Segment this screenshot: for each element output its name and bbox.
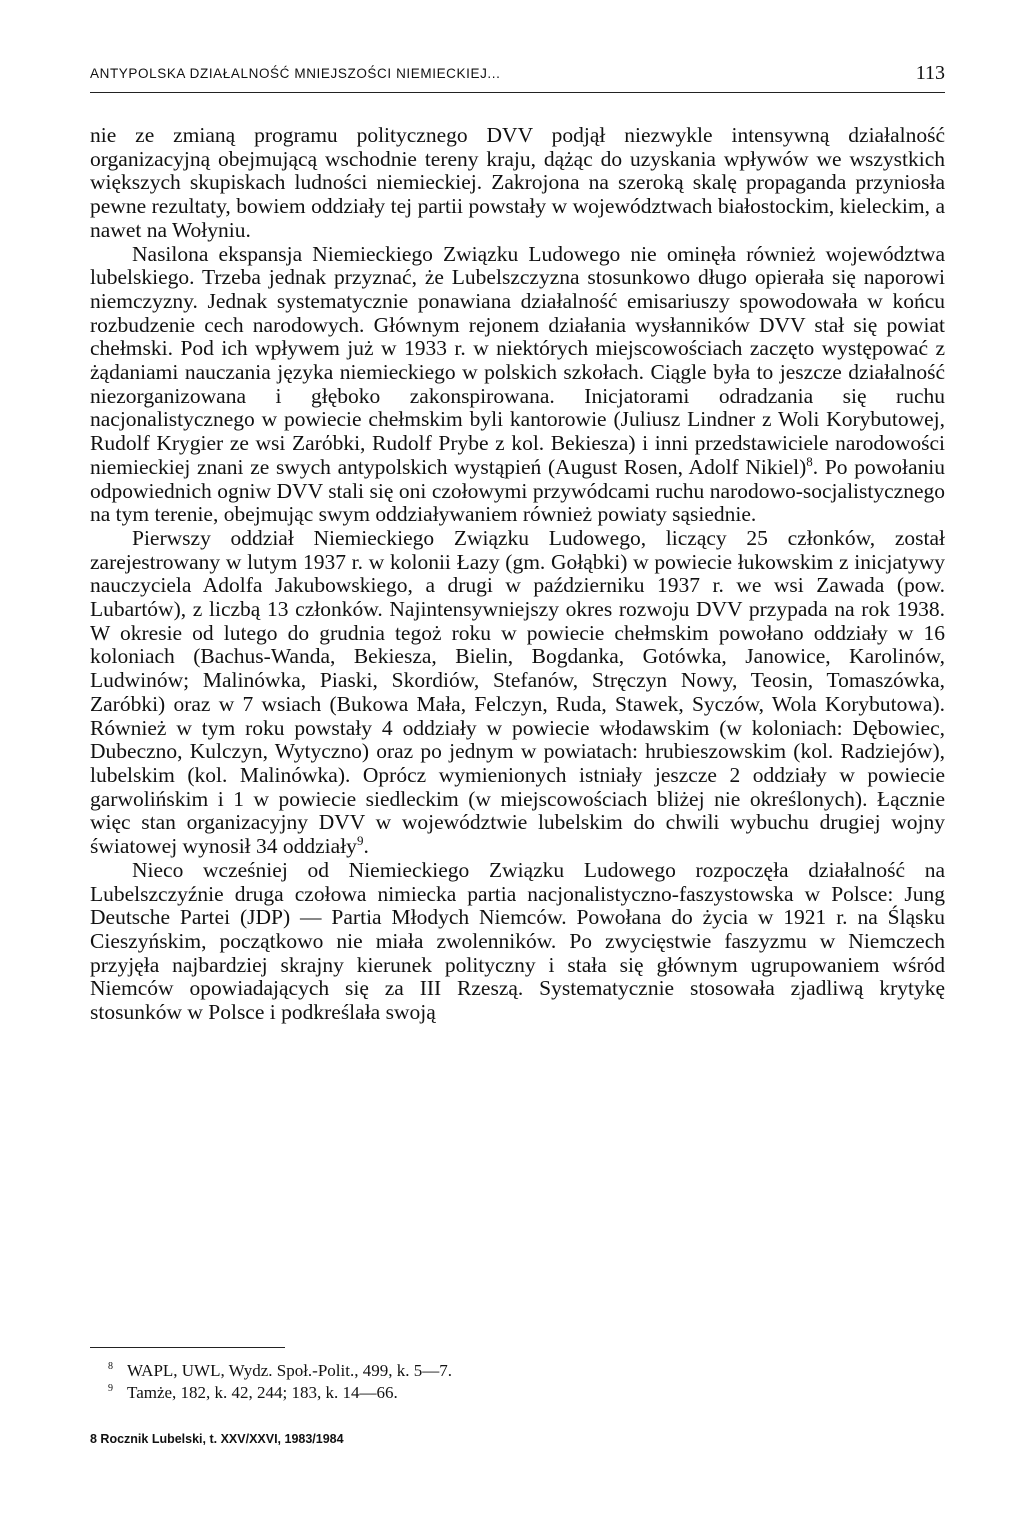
paragraph-4: Nieco wcześniej od Niemieckiego Związku Ludowego rozpoczęła działalność na Lubelszczyźnie druga czołowa nimiecka partia nacjonalistyczno-faszystowska w Polsce: Jung Deutsche Partei (JDP) — Partia Młodych Niemców. Powołana do życia w 1921 r. na Śląsku Cieszyńskim, początkowo nie miała zwolenników. Po zwycięstwie faszyzmu w Niemczech przyjęła najbardziej skrajny kierunek polityczny i stała się głównym ugrupowaniem wśród Niemców opowiadających się za III Rzeszą. Systematycznie stosowała zjadliwą krytykę stosunków w Polsce i podkreślała swoją [90, 857, 945, 1025]
footnote-text: Tamże, 182, k. 42, 244; 183, k. 14—66. [127, 1383, 398, 1402]
running-head: ANTYPOLSKA DZIAŁALNOŚĆ MNIEJSZOŚCI NIEMIECKIEJ... [90, 66, 501, 81]
footnote [108, 1360, 945, 1382]
footnote-number: 9 [108, 1383, 113, 1395]
signature-imprint: 8 Rocznik Lubelski, t. XXV/XXVI, 1983/1984 [90, 1432, 344, 1446]
footnotes [108, 1360, 945, 1404]
paragraph-1: nie ze zmianą programu politycznego DVV podjął niezwykle intensywną działalność organizacyjną obejmującą wschodnie tereny kraju, dążąc do uzyskania wpływów we wszystkich większych skupiskach ludności niemieckiej. Zakrojona na szeroką skalę propaganda przyniosła pewne rezultaty, bowiem oddziały tej partii powstały w województwach białostockim, kieleckim, a nawet na Wołyniu. [90, 123, 945, 242]
footnote-divider [90, 1347, 285, 1348]
paragraph-3 [90, 527, 945, 859]
footnote-text: WAPL, UWL, Wydz. Społ.-Polit., 499, k. 5—7. [127, 1361, 452, 1380]
page-number: 113 [915, 62, 945, 84]
footnote [108, 1382, 945, 1404]
paragraph-2 [90, 243, 945, 527]
page-header [90, 62, 945, 93]
body-text [90, 124, 945, 1025]
footnote-number: 8 [108, 1361, 113, 1373]
paragraph-2-text: Nasilona ekspansja Niemieckiego Związku Ludowego nie ominęła również województwa lubelskiego. Trzeba jednak przyznać, że Lubelszczyzna stosunkowo długo opierała się naporowi niemczyzny. Jednak systematycznie ponawiana działalność emisariuszy spowodowała w końcu rozbudzenie cech narodowych. Głównym rejonem działania wysłanników DVV stał się powiat chełmski. Pod ich wpływem już w 1933 r. w niektórych miejscowościach zaczęto występować z żądaniami nauczania języka niemieckiego w polskich szkołach. Ciągle była to jeszcze działalność niezorganizowana i głęboko zakonspirowana. Inicjatorami odradzania się ruchu nacjonalistycznego w powiecie chełmskim byli kantorowie (Juliusz Lindner z Woli Korybutowej, Rudolf Krygier ze wsi Zarόbki, Rudolf Prybe z kol. Bekiesza) i inni przedstawiciele narodowości niemieckiej znani ze swych antypolskich wystąpień (August Rosen, Adolf Nikiel) [90, 241, 945, 479]
paragraph-3-end: . [363, 834, 369, 859]
footnote-ref-8: 8 [806, 453, 813, 469]
paragraph-2-continuation: . Po powołaniu odpowiednich ogniw DVV stali się oni czołowymi przywódcami ruchu narodowo-socjalistycznego na tym terenie, obejmując swym oddziaływaniem również powiaty sąsiednie. [90, 454, 945, 527]
footnote-ref-9: 9 [356, 832, 364, 848]
paragraph-3-text: Pierwszy oddział Niemieckiego Związku Ludowego, liczący 25 członków, został zarejestrowany w lutym 1937 r. w kolonii Łazy (gm. Gołąbki) w powiecie łukowskim z inicjatywy nauczyciela Adolfa Jakubowskiego, a drugi w październiku 1937 r. we wsi Zawada (pow. Lubartów), z liczbą 13 członków. Najintensywniejszy okres rozwoju DVV przypada na rok 1938. W okresie od lutego do grudnia tegoż roku w powiecie chełmskim powołano oddziały w 16 koloniach (Bachus-Wanda, Bekiesza, Bielin, Bogdanka, Gotówka, Janowice, Karolinów, Ludwinów; Malinówka, Piaski, Skordiów, Stefanów, Stręczyn Nowy, Teosin, Tomaszówka, Zaróbki) oraz w 7 wsiach (Bukowa Mała, Felczyn, Ruda, Stawek, Syczów, Wola Korybutowa). Również w tym roku powstały 4 oddziały w powiecie włodawskim (w koloniach: Dębowiec, Dubeczno, Kulczyn, Wytyczno) oraz po jednym w powiatach: hrubieszowskim (kol. Radziejów), lubelskim (kol. Malinówka). Oprócz wymienionych istniały jeszcze 2 oddziały w powiecie garwolińskim i 1 w powiecie siedleckim (w miejscowościach bliżej nie określonych). Łącznie więc stan organizacyjny DVV w województwie lubelskim do chwili wybuchu drugiej wojny światowej wynosił 34 oddziały [90, 525, 945, 859]
